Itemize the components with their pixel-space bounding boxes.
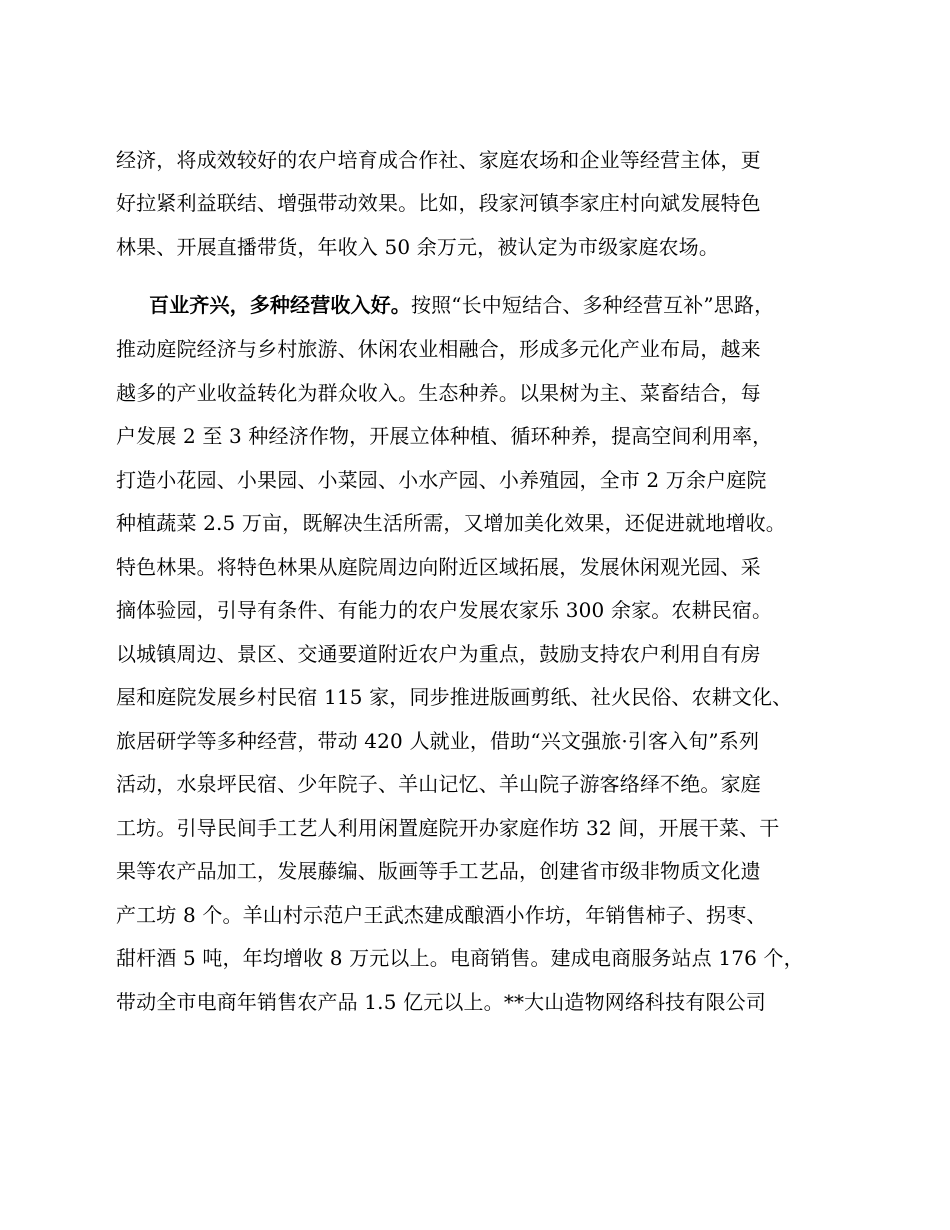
paragraph2-line-5: 打造小花园、小果园、小菜园、小水产园、小养殖园，全市 2 万余户庭院 [116, 468, 767, 492]
paragraph1-line-3: 林果、开展直播带货，年收入 50 余万元，被认定为市级家庭农场。 [116, 235, 719, 259]
paragraph2-line-11: 旅居研学等多种经营，带动 420 人就业，借助“兴文强旅·引客入旬”系列 [116, 729, 760, 753]
paragraph2-line-7: 特色林果。将特色林果从庭院周边向附近区域拓展，发展休闲观光园、采 [116, 555, 761, 579]
paragraph2-line-8: 摘体验园，引导有条件、有能力的农户发展农家乐 300 余家。农耕民宿。 [116, 598, 773, 622]
paragraph2-line-13: 工坊。引导民间手工艺人利用闲置庭院开办家庭作坊 32 间，开展干菜、干 [116, 816, 780, 840]
paragraph2-line-2: 推动庭院经济与乡村旅游、休闲农业相融合，形成多元化产业布局，越来 [116, 337, 761, 361]
paragraph1-line-2: 好拉紧利益联结、增强带动效果。比如，段家河镇李家庄村向斌发展特色 [116, 191, 761, 215]
paragraph2-line-17: 带动全市电商年销售农产品 1.5 亿元以上。**大山造物网络科技有限公司 [116, 990, 766, 1014]
paragraph1-line-1: 经济，将成效较好的农户培育成合作社、家庭农场和企业等经营主体，更 [116, 148, 761, 172]
paragraph2-line-16: 甜杆酒 5 吨，年均增收 8 万元以上。电商销售。建成电商服务站点 176 个， [116, 946, 804, 970]
paragraph2-first-line-text: 按照“长中短结合、多种经营互补”思路， [410, 293, 775, 317]
paragraph2-line-12: 活动，水泉坪民宿、少年院子、羊山记忆、羊山院子游客络绎不绝。家庭 [116, 772, 761, 796]
paragraph2-line-15: 产工坊 8 个。羊山村示范户王武杰建成酿酒小作坊，年销售柿子、拐枣、 [116, 903, 767, 927]
paragraph2-line-10: 屋和庭院发展乡村民宿 115 家，同步推进版画剪纸、社火民俗、农耕文化、 [116, 685, 793, 709]
paragraph2-line-6: 种植蔬菜 2.5 万亩，既解决生活所需，又增加美化效果，还促进就地增收。 [116, 511, 786, 535]
paragraph2-first-line [149, 291, 774, 319]
paragraph2-line-4: 户发展 2 至 3 种经济作物，开展立体种植、循环种养，提高空间利用率， [116, 424, 773, 448]
paragraph2-line-14: 果等农产品加工，发展藤编、版画等手工艺品，创建省市级非物质文化遗 [116, 859, 761, 883]
paragraph2-heading: 百业齐兴，多种经营收入好。 [149, 293, 411, 317]
paragraph2-line-9: 以城镇周边、景区、交通要道附近农户为重点，鼓励支持农户利用自有房 [116, 642, 761, 666]
paragraph2-line-3: 越多的产业收益转化为群众收入。生态种养。以果树为主、菜畜结合，每 [116, 381, 761, 405]
